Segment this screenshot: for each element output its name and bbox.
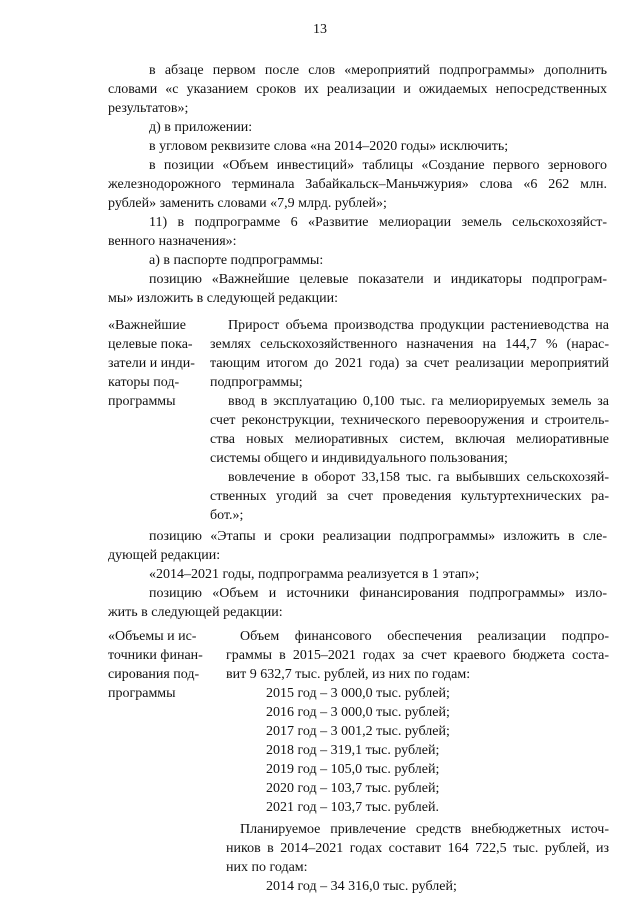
label-line: программы [108,394,176,409]
passport-value-line: ства новых мелиоративных систем, включая мелиоративные [210,432,609,447]
passport-value-line: подпрограммы; [210,375,303,390]
passport-label-indicators [108,316,204,411]
label-line: целевые пока- [108,337,193,352]
financing-year-line: 2014 год – 34 316,0 тыс. рублей; [266,879,457,894]
text-line: в абзаце первом после слов «мероприятий подпрограммы» дополнить [149,63,607,78]
passport-value-line: ввод в эксплуатацию 0,100 тыс. га мелиорируемых земель за [228,394,609,409]
financing-year-line: 2021 год – 103,7 тыс. рублей. [266,800,439,815]
text-line: позицию «Важнейшие целевые показатели и индикаторы подпрограм- [149,272,607,287]
text-line: дующей редакции: [108,548,221,563]
label-line: программы [108,686,176,701]
financing-line: вит 9 632,7 тыс. рублей, из них по годам: [226,667,471,682]
financing-line: Объем финансового обеспечения реализации подпро- [240,629,609,644]
text-line: словами «с указанием сроков их реализации и ожидаемых непосредственных [108,82,607,97]
financing-line: граммы в 2015–2021 годах за счет краевого бюджета соста- [226,648,609,663]
text-line: венного назначения»: [108,234,237,249]
financing-year-line: 2018 год – 319,1 тыс. рублей; [266,743,440,758]
label-line: затели и инди- [108,356,195,371]
label-line: «Объемы и ис- [108,629,197,644]
passport-value-line: ственных угодий за счет проведения культуртехнических ра- [210,489,609,504]
text-line: железнодорожного терминала Забайкальск–Маньчжурия» слова «6 262 млн. [108,177,607,192]
label-line: точники финан- [108,648,203,663]
text-line: а) в паспорте подпрограммы: [149,253,324,268]
text-line: результатов»; [108,101,189,116]
passport-value-line: землях сельскохозяйственного назначения на 144,7 % (нарас- [210,337,609,352]
financing-year-line: 2016 год – 3 000,0 тыс. рублей; [266,705,450,720]
text-line: в угловом реквизите слова «на 2014–2020 годы» исключить; [149,139,509,154]
passport-value-line: бот.»; [210,508,244,523]
text-line: д) в приложении: [149,120,253,135]
passport-value-line: системы общего и индивидуального пользования; [210,451,508,466]
passport-label-financing [108,627,218,703]
label-line: каторы под- [108,375,180,390]
passport-value-line: счет реконструкции, технического перевооружения и строитель- [210,413,609,428]
financing-year-line: 2020 год – 103,7 тыс. рублей; [266,781,440,796]
text-line: мы» изложить в следующей редакции: [108,291,339,306]
text-line: жить в следующей редакции: [108,605,283,620]
text-line: рублей» заменить словами «7,9 млрд. рублей»; [108,196,387,211]
page-number: 13 [313,22,327,37]
financing-year-line: 2019 год – 105,0 тыс. рублей; [266,762,440,777]
text-line: позицию «Объем и источники финансирования подпрограммы» изло- [149,586,607,601]
text-line: «2014–2021 годы, подпрограмма реализуется в 1 этап»; [149,567,480,582]
financing-line: Планируемое привлечение средств внебюджетных источ- [240,822,609,837]
passport-value-line: Прирост объема производства продукции растениеводства на [228,318,609,333]
label-line: сирования под- [108,667,200,682]
label-line: «Важнейшие [108,318,186,333]
financing-year-line: 2015 год – 3 000,0 тыс. рублей; [266,686,450,701]
financing-year-line: 2017 год – 3 001,2 тыс. рублей; [266,724,450,739]
financing-line: них по годам: [226,860,308,875]
text-line: в позиции «Объем инвестиций» таблицы «Создание первого зернового [149,158,607,173]
text-line: 11) в подпрограмме 6 «Развитие мелиорации земель сельскохозяйст- [149,215,607,230]
text-line: позицию «Этапы и сроки реализации подпрограммы» изложить в сле- [149,529,607,544]
passport-value-line: вовлечение в оборот 33,158 тыс. га выбывших сельскохозяй- [228,470,609,485]
financing-line: ников в 2014–2021 годах составит 164 722,5 тыс. рублей, из [226,841,609,856]
passport-value-line: тающим итогом до 2021 года) за счет реализации мероприятий [210,356,609,371]
